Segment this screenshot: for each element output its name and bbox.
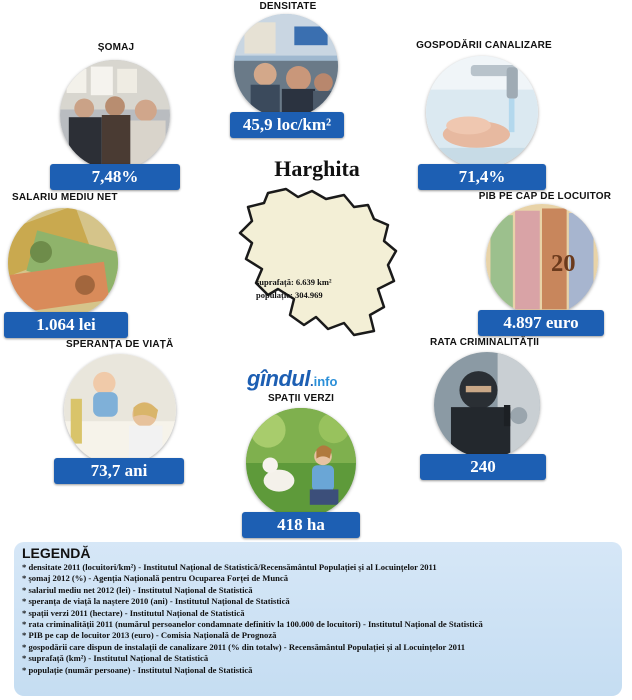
- gandul-logo: [247, 366, 337, 392]
- stat-pib: [470, 190, 620, 336]
- stat-verzi: [236, 392, 366, 538]
- photo-euro-banknotes: [486, 204, 598, 316]
- county-area: suprafață: 6.639 km²: [256, 277, 332, 287]
- logo-dot: .: [309, 374, 314, 389]
- logo-main: gîndul: [247, 366, 310, 391]
- photo-street-crowd: [234, 14, 338, 118]
- county-info: [256, 276, 376, 302]
- legend-title: LEGENDĂ: [22, 545, 91, 561]
- stat-label: SPAȚII VERZI: [267, 393, 335, 404]
- stat-value: 71,4%: [418, 164, 546, 190]
- legend-item: * densitate 2011 (locuitori/km²) - Institutul Național de Statistică/Recensământul Populației și al Locuințelor 2011: [22, 562, 437, 572]
- county-population: populație: 304.969: [256, 290, 323, 300]
- legend-item: * PIB pe cap de locuitor 2013 (euro) - Comisia Națională de Prognoză: [22, 630, 277, 641]
- stat-value: 1.064 lei: [4, 312, 128, 338]
- photo-job-seekers: [60, 60, 170, 170]
- legend-list: [22, 562, 614, 676]
- legend-item: * speranța de viață la naștere 2010 (ani) - Institutul Național de Statistică: [22, 596, 290, 607]
- stat-label: PIB PE CAP DE LOCUITOR: [478, 191, 612, 202]
- stat-label: ȘOMAJ: [97, 42, 135, 53]
- stat-canalizare: [402, 40, 566, 190]
- stat-salariu: [4, 192, 134, 336]
- legend-panel: [14, 542, 622, 696]
- stat-label: SPERANȚA DE VIAȚĂ: [66, 339, 174, 350]
- stat-value: 418 ha: [242, 512, 360, 538]
- stat-value: 240: [420, 454, 546, 480]
- legend-item: * șomaj 2012 (%) - Agenția Națională pentru Ocuparea Forței de Muncă: [22, 573, 288, 584]
- stat-label: SALARIU MEDIU NET: [12, 192, 118, 203]
- stat-label: DENSITATE: [259, 1, 317, 12]
- legend-item: * suprafață (km²) - Institutul Național de Statistică: [22, 653, 209, 664]
- legend-item: * spații verzi 2011 (hectare) - Institutul Național de Statistică: [22, 607, 245, 618]
- logo-tld: info: [313, 374, 338, 389]
- stat-criminalitate: [414, 336, 552, 484]
- stat-speranta: [44, 338, 194, 488]
- legend-item: * populație (număr persoane) - Institutul Național de Statistică: [22, 664, 253, 675]
- legend-item: * gospodării care dispun de instalații de canalizare 2011 (% din totalw) - Recensământul Populației și al Locuințelor 2011: [22, 641, 466, 652]
- photo-mother-baby: [64, 354, 176, 466]
- photo-masked-burglar: [434, 352, 540, 458]
- stat-label: RATA CRIMINALITĂȚII: [430, 337, 540, 348]
- county-title: Harghita: [274, 156, 360, 181]
- stat-value: 4.897 euro: [478, 310, 604, 336]
- photo-banknotes-lei: [8, 208, 118, 318]
- stat-densitate: [226, 0, 350, 140]
- stat-value: 73,7 ani: [54, 458, 184, 484]
- stat-label: GOSPODĂRII CANALIZARE: [416, 40, 552, 51]
- county-map: [228, 185, 406, 340]
- svg-text:20: 20: [550, 250, 576, 278]
- legend-item: * rata criminalității 2011 (numărul persoanelor condamnate definitiv la 100.000 de locuitori) - Institutul Național de Statistică: [22, 619, 483, 630]
- stat-value: 7,48%: [50, 164, 180, 190]
- photo-woman-dog-park: [246, 408, 356, 518]
- legend-item: * salariul mediu net 2012 (lei) - Institutul Național de Statistică: [22, 584, 253, 595]
- stat-value: 45,9 loc/km²: [230, 112, 344, 138]
- photo-water-tap: [426, 56, 538, 168]
- stat-somaj: [44, 40, 188, 190]
